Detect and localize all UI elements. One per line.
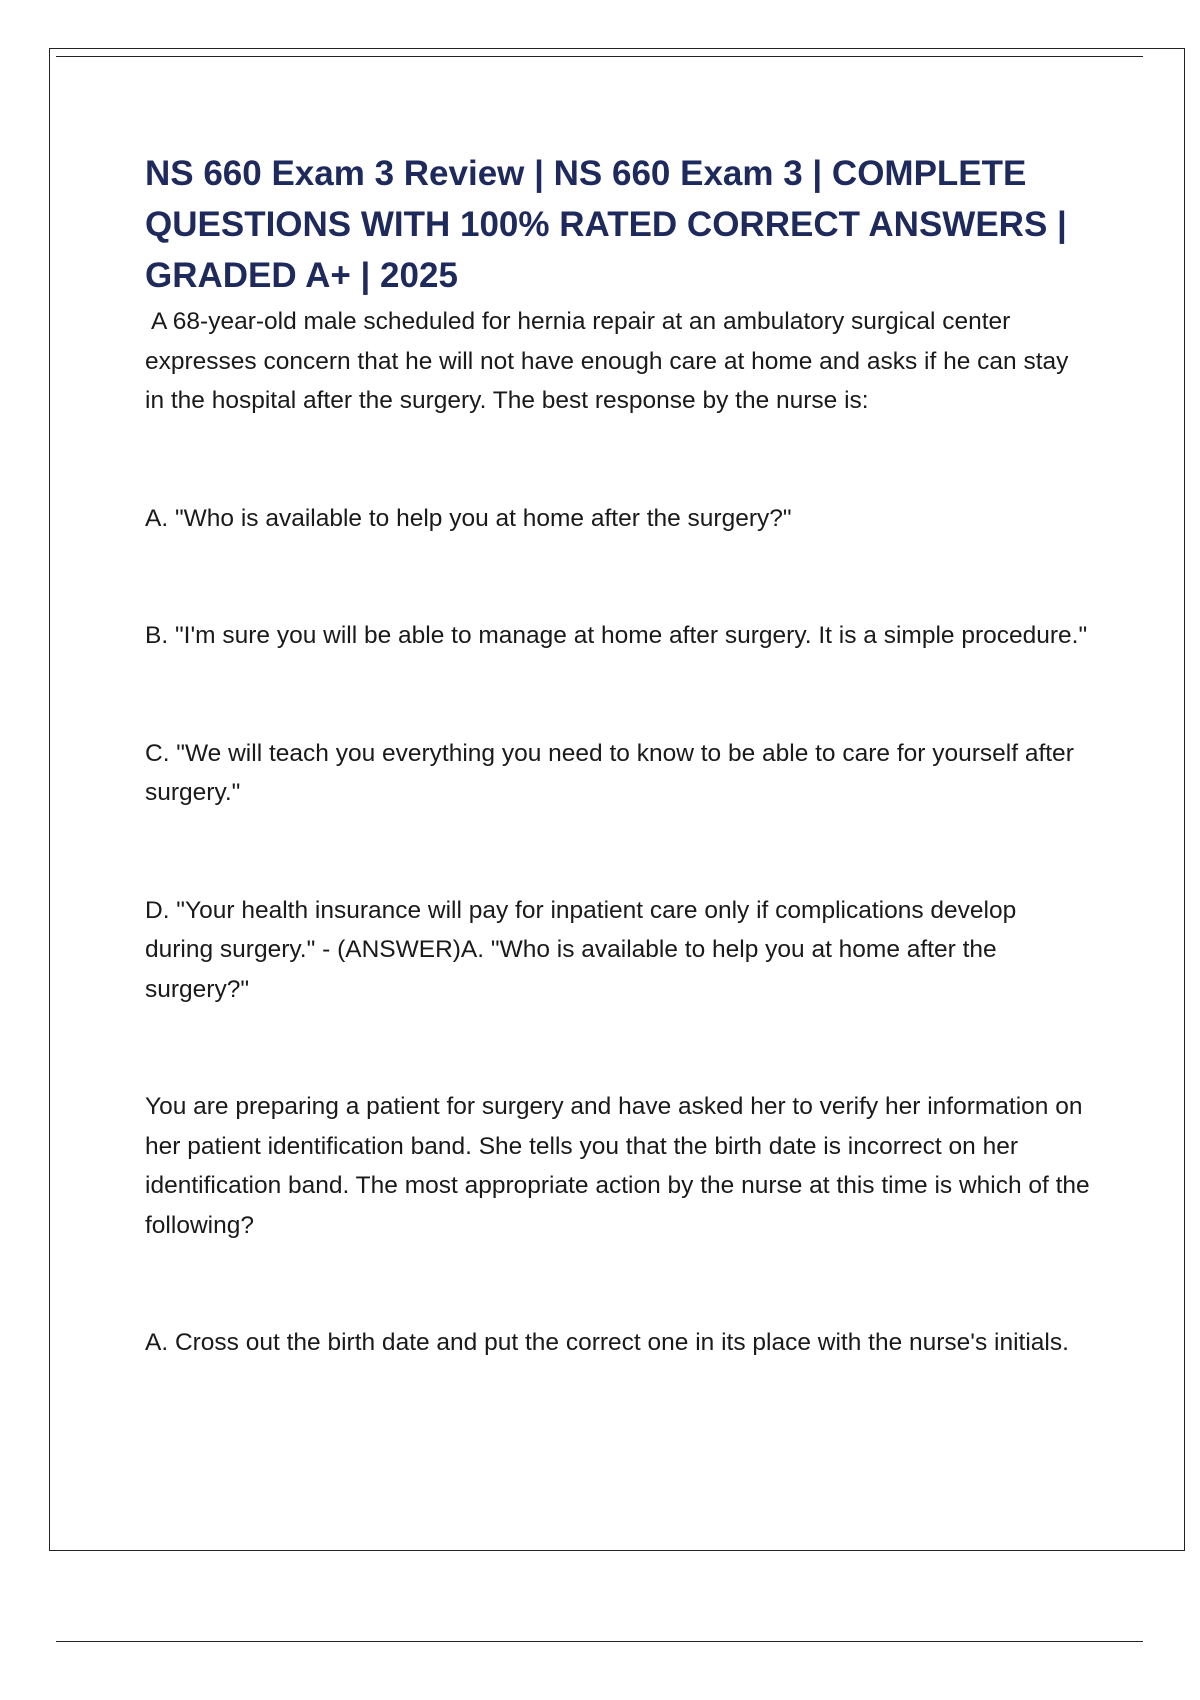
document-body: [145, 148, 1090, 1363]
bottom-rule: [56, 1641, 1143, 1642]
question-1-option-c: C. "We will teach you everything you need to know to be able to care for yourself after surgery.": [145, 739, 1074, 806]
question-1-option-d-with-answer: D. "Your health insurance will pay for inpatient care only if complications develop during surgery." - (ANSWER)A. "Who is available to help you at home after the surgery?": [145, 896, 1017, 1003]
document-title: NS 660 Exam 3 Review | NS 660 Exam 3 | COMPLETE QUESTIONS WITH 100% RATED CORRECT ANSWERS | GRADED A+ | 2025: [145, 154, 1067, 295]
question-2-stem: You are preparing a patient for surgery and have asked her to verify her information on her patient identification band. She tells you that the birth date is incorrect on her identification band. The most appropriate action by the nurse at this time is which of the following?: [145, 1093, 1090, 1239]
question-1-stem: A 68-year-old male scheduled for hernia repair at an ambulatory surgical center expresses concern that he will not have enough care at home and asks if he can stay in the hospital after the surgery. The best response by the nurse is:: [145, 308, 1069, 414]
question-2-option-a: A. Cross out the birth date and put the correct one in its place with the nurse's initials.: [145, 1329, 1069, 1356]
question-1-option-a: A. "Who is available to help you at home after the surgery?": [145, 504, 792, 532]
question-1-option-b: B. "I'm sure you will be able to manage at home after surgery. It is a simple procedure.": [145, 622, 1088, 649]
